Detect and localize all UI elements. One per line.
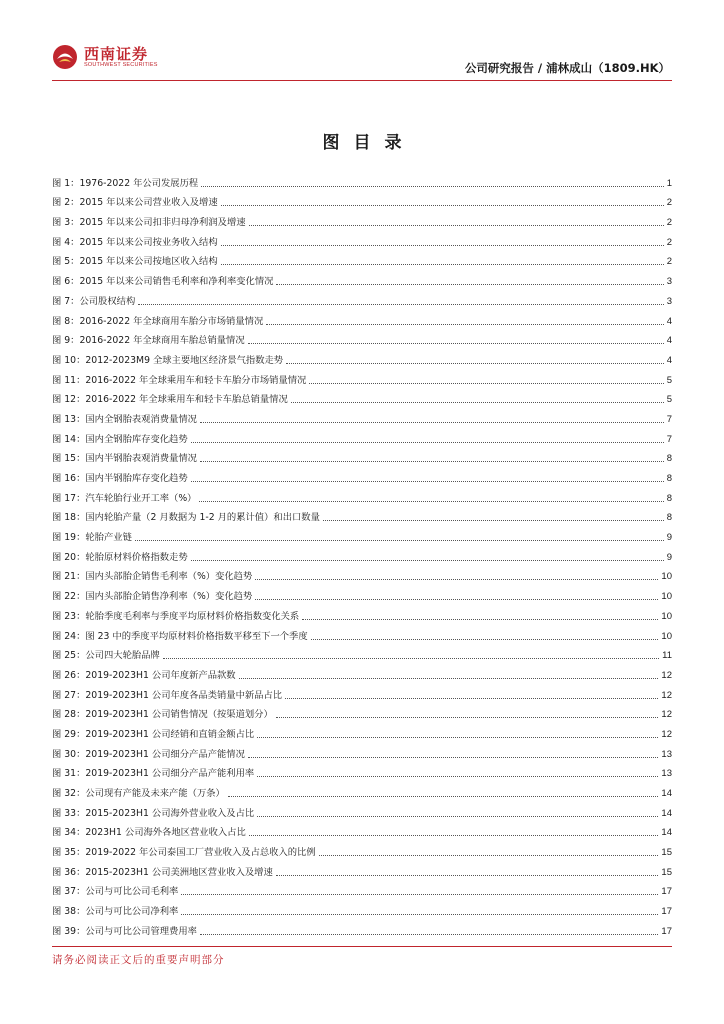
toc-entry-page[interactable]: 10	[661, 591, 672, 603]
toc-entry-page[interactable]: 14	[661, 827, 672, 839]
toc-entry-label[interactable]: 图 11：2016-2022 年全球乘用车和轻卡车胎分市场销量情况	[52, 374, 307, 386]
toc-dot-leader	[201, 186, 664, 187]
toc-entry-label[interactable]: 图 6：2015 年以来公司销售毛利率和净利率变化情况	[52, 276, 274, 288]
toc-entry-label[interactable]: 图 34：2023H1 公司海外各地区营业收入占比	[52, 827, 246, 839]
toc-entry-label[interactable]: 图 24：图 23 中的季度平均原材料价格指数平移至下一个季度	[52, 630, 308, 642]
toc-dot-leader	[181, 894, 658, 895]
toc-entry-label[interactable]: 图 36：2015-2023H1 公司美洲地区营业收入及增速	[52, 866, 273, 878]
toc-dot-leader	[285, 698, 658, 699]
toc-dot-leader	[302, 619, 658, 620]
toc-entry[interactable]	[52, 741, 672, 761]
toc-entry-page[interactable]: 2	[666, 256, 672, 268]
toc-entry-label[interactable]: 图 38：公司与可比公司净利率	[52, 906, 179, 918]
toc-entry-label[interactable]: 图 26：2019-2023H1 公司年度新产品款数	[52, 669, 236, 681]
toc-entry-page[interactable]: 3	[666, 295, 672, 307]
toc-entry-page[interactable]: 8	[666, 453, 672, 465]
toc-entry-page[interactable]: 15	[661, 847, 672, 859]
southwest-securities-logo-icon	[52, 44, 78, 70]
toc-dot-leader	[276, 875, 659, 876]
toc-entry-page[interactable]: 10	[661, 610, 672, 622]
toc-dot-leader	[276, 284, 663, 285]
toc-entry-label[interactable]: 图 5：2015 年以来公司按地区收入结构	[52, 256, 218, 268]
toc-entry-page[interactable]: 1	[666, 177, 672, 189]
toc-entry-page[interactable]: 7	[666, 433, 672, 445]
toc-entry-label[interactable]: 图 16：国内半钢胎库存变化趋势	[52, 473, 188, 484]
logo-chinese-name: 西南证券	[84, 44, 149, 63]
toc-dot-leader	[257, 776, 658, 777]
page-title: 图目录	[322, 133, 416, 153]
toc-entry[interactable]	[52, 465, 672, 485]
toc-dot-leader	[323, 520, 664, 521]
toc-entry[interactable]	[52, 367, 672, 387]
toc-entry[interactable]	[52, 898, 672, 918]
toc-entry-page[interactable]: 8	[666, 473, 672, 484]
toc-entry[interactable]	[52, 623, 672, 643]
toc-entry-label[interactable]: 图 35：2019-2022 年公司泰国工厂营业收入及占总收入的比例	[52, 847, 316, 859]
toc-entry-page[interactable]: 4	[666, 354, 672, 366]
toc-entry[interactable]	[52, 820, 672, 840]
toc-entry[interactable]	[52, 524, 672, 544]
toc-entry-page[interactable]: 10	[661, 630, 672, 642]
toc-entry[interactable]	[52, 702, 672, 722]
toc-entry-label[interactable]: 图 22：国内头部胎企销售净利率（%）变化趋势	[52, 591, 253, 603]
toc-dot-leader	[286, 363, 664, 364]
toc-dot-leader	[257, 737, 658, 738]
toc-entry-page[interactable]: 3	[666, 276, 672, 288]
toc-dot-leader	[138, 304, 663, 305]
toc-entry-label[interactable]: 图 32：公司现有产能及未来产能（万条）	[52, 788, 225, 799]
toc-entry-page[interactable]: 5	[666, 374, 672, 386]
toc-entry-page[interactable]: 2	[666, 236, 672, 248]
toc-dot-leader	[228, 796, 659, 797]
footer-disclaimer: 请务必阅读正文后的重要声明部分	[52, 954, 225, 966]
toc-dot-leader	[191, 560, 664, 561]
toc-entry-label[interactable]: 图 31：2019-2023H1 公司细分产品产能利用率	[52, 768, 255, 780]
toc-entry-label[interactable]: 图 13：国内全钢胎表观消费量情况	[52, 413, 197, 425]
toc-entry-page[interactable]: 13	[661, 748, 672, 760]
toc-entry-page[interactable]: 4	[666, 335, 672, 347]
toc-entry-label[interactable]: 图 29：2019-2023H1 公司经销和直销金额占比	[52, 728, 255, 740]
toc-entry-page[interactable]: 12	[661, 709, 672, 721]
toc-dot-leader	[181, 914, 658, 915]
toc-entry-page[interactable]: 17	[661, 886, 672, 898]
toc-entry[interactable]	[52, 662, 672, 682]
toc-dot-leader	[255, 599, 658, 600]
toc-entry-label[interactable]: 图 9：2016-2022 年全球商用车胎总销量情况	[52, 335, 245, 347]
toc-dot-leader	[249, 225, 664, 226]
toc-entry-page[interactable]: 9	[666, 551, 672, 563]
toc-entry-label[interactable]: 图 1：1976-2022 年公司发展历程	[52, 177, 199, 189]
toc-dot-leader	[248, 757, 659, 758]
toc-entry-label[interactable]: 图 17：汽车轮胎行业开工率（%）	[52, 492, 197, 504]
page-header	[0, 0, 724, 90]
toc-entry-label[interactable]: 图 7：公司股权结构	[52, 295, 136, 307]
toc-entry[interactable]	[52, 387, 672, 407]
toc-entry-page[interactable]: 8	[666, 512, 672, 524]
toc-dot-leader	[255, 579, 658, 580]
toc-dot-leader	[200, 422, 664, 423]
toc-entry-label[interactable]: 图 20：轮胎原材料价格指数走势	[52, 551, 188, 563]
footer-divider	[52, 946, 672, 947]
toc-entry[interactable]	[52, 879, 672, 899]
toc-entry[interactable]	[52, 603, 672, 623]
toc-entry[interactable]	[52, 643, 672, 663]
toc-entry-label[interactable]: 图 25：公司四大轮胎品牌	[52, 650, 160, 662]
toc-entry[interactable]	[52, 209, 672, 229]
toc-entry-label[interactable]: 图 14：国内全钢胎库存变化趋势	[52, 433, 188, 445]
toc-entry-page[interactable]: 12	[661, 728, 672, 740]
toc-entry[interactable]	[52, 564, 672, 584]
toc-entry-page[interactable]: 7	[666, 413, 672, 425]
toc-entry[interactable]	[52, 682, 672, 702]
toc-dot-leader	[319, 855, 659, 856]
toc-entry-page[interactable]: 2	[666, 197, 672, 209]
toc-entry-label[interactable]: 图 12：2016-2022 年全球乘用车和轻卡车胎总销量情况	[52, 394, 288, 406]
toc-entry-page[interactable]: 11	[662, 650, 672, 662]
toc-entry[interactable]	[52, 780, 672, 800]
toc-entry-label[interactable]: 图 30：2019-2023H1 公司细分产品产能情况	[52, 748, 245, 760]
toc-entry[interactable]	[52, 446, 672, 466]
toc-entry-label[interactable]: 图 28：2019-2023H1 公司销售情况（按渠道划分）	[52, 709, 273, 721]
toc-entry-label[interactable]: 图 3：2015 年以来公司扣非归母净利润及增速	[52, 217, 246, 229]
toc-entry[interactable]	[52, 308, 672, 328]
toc-entry[interactable]	[52, 190, 672, 210]
toc-entry-label[interactable]: 图 37：公司与可比公司毛利率	[52, 886, 179, 898]
toc-entry-page[interactable]: 14	[661, 807, 672, 819]
toc-entry[interactable]	[52, 800, 672, 820]
logo-english-name: SOUTHWEST SECURITIES	[84, 61, 158, 68]
toc-entry[interactable]	[52, 918, 672, 938]
toc-entry[interactable]	[52, 761, 672, 781]
toc-entry-page[interactable]: 14	[661, 788, 672, 799]
toc-entry-label[interactable]: 图 15：国内半钢胎表观消费量情况	[52, 453, 197, 465]
toc-entry[interactable]	[52, 347, 672, 367]
toc-entry[interactable]	[52, 859, 672, 879]
toc-entry[interactable]	[52, 544, 672, 564]
toc-dot-leader	[257, 816, 658, 817]
toc-entry-page[interactable]: 5	[666, 394, 672, 406]
toc-entry-label[interactable]: 图 8：2016-2022 年全球商用车胎分市场销量情况	[52, 315, 264, 327]
toc-entry-label[interactable]: 图 2：2015 年以来公司营业收入及增速	[52, 197, 218, 209]
toc-entry-page[interactable]: 10	[661, 571, 672, 583]
toc-dot-leader	[221, 245, 664, 246]
toc-dot-leader	[309, 383, 663, 384]
toc-entry-label[interactable]: 图 18：国内轮胎产量（2 月数据为 1-2 月的累计值）和出口数量	[52, 512, 320, 524]
toc-entry-page[interactable]: 17	[661, 906, 672, 918]
toc-dot-leader	[200, 934, 658, 935]
toc-entry[interactable]	[52, 288, 672, 308]
toc-entry-page[interactable]: 8	[666, 492, 672, 504]
toc-dot-leader	[291, 402, 664, 403]
toc-entry-label[interactable]: 图 21：国内头部胎企销售毛利率（%）变化趋势	[52, 571, 253, 583]
toc-entry[interactable]	[52, 249, 672, 269]
toc-entry-page[interactable]: 4	[666, 315, 672, 327]
toc-dot-leader	[266, 324, 663, 325]
toc-entry-label[interactable]: 图 23：轮胎季度毛利率与季度平均原材料价格指数变化关系	[52, 610, 300, 622]
toc-entry[interactable]	[52, 505, 672, 525]
toc-dot-leader	[221, 205, 664, 206]
toc-dot-leader	[249, 835, 659, 836]
toc-entry-label[interactable]: 图 27：2019-2023H1 公司年度各品类销量中新品占比	[52, 689, 283, 701]
toc-entry-label[interactable]: 图 33：2015-2023H1 公司海外营业收入及占比	[52, 807, 255, 819]
toc-entry[interactable]	[52, 268, 672, 288]
toc-entry-page[interactable]: 13	[661, 768, 672, 780]
toc-entry[interactable]	[52, 839, 672, 859]
header-divider	[52, 80, 672, 81]
toc-entry[interactable]	[52, 426, 672, 446]
toc-dot-leader	[135, 540, 664, 541]
toc-entry-label[interactable]: 图 10：2012-2023M9 全球主要地区经济景气指数走势	[52, 354, 284, 366]
report-label: 公司研究报告 / 浦林成山（1809.HK）	[464, 61, 670, 75]
toc-entry-page[interactable]: 12	[661, 669, 672, 681]
toc-dot-leader	[163, 658, 659, 659]
toc-entry-page[interactable]: 9	[666, 532, 672, 544]
toc-entry[interactable]	[52, 229, 672, 249]
toc-entry-label[interactable]: 图 39：公司与可比公司管理费用率	[52, 925, 197, 937]
toc-entry-page[interactable]: 15	[661, 866, 672, 878]
company-logo	[52, 44, 158, 70]
toc-entry[interactable]	[52, 328, 672, 348]
toc-entry-label[interactable]: 图 19：轮胎产业链	[52, 532, 132, 544]
toc-dot-leader	[276, 717, 659, 718]
toc-dot-leader	[191, 481, 664, 482]
toc-entry-page[interactable]: 2	[666, 217, 672, 229]
toc-entry-label[interactable]: 图 4：2015 年以来公司按业务收入结构	[52, 236, 218, 248]
toc-dot-leader	[248, 343, 664, 344]
toc-dot-leader	[239, 678, 659, 679]
toc-dot-leader	[199, 501, 663, 502]
toc-entry-page[interactable]: 17	[661, 925, 672, 937]
toc-dot-leader	[311, 639, 659, 640]
toc-entry[interactable]	[52, 583, 672, 603]
toc-dot-leader	[221, 264, 664, 265]
toc-entry-page[interactable]: 12	[661, 689, 672, 701]
toc-entry[interactable]	[52, 170, 672, 190]
toc-dot-leader	[191, 442, 664, 443]
toc-entry[interactable]	[52, 721, 672, 741]
toc-dot-leader	[200, 461, 664, 462]
toc-entry[interactable]	[52, 485, 672, 505]
figure-table-of-contents	[52, 170, 672, 938]
toc-entry[interactable]	[52, 406, 672, 426]
